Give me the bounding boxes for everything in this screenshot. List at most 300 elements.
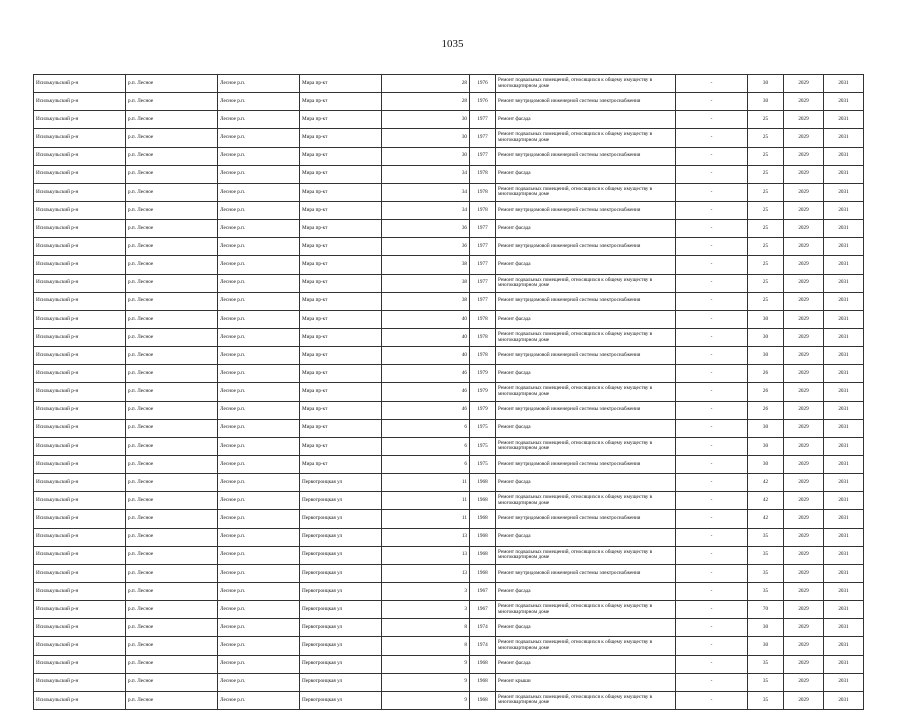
year-built-cell: 1968 — [470, 474, 496, 492]
table-row — [34, 564, 864, 582]
period-start-cell: 2029 — [784, 564, 824, 582]
street-cell: Мира пр-кт — [300, 111, 382, 129]
district-cell: Исилькульский р-н — [34, 220, 126, 238]
empty-value-cell: - — [676, 129, 748, 147]
period-start-cell: 2029 — [784, 347, 824, 365]
municipality-cell: Лесное р.п. — [218, 129, 300, 147]
house-number-cell: 36 — [382, 220, 470, 238]
work-type-cell: Ремонт фасада — [496, 419, 676, 437]
period-start-cell: 2029 — [784, 165, 824, 183]
work-type-cell: Ремонт подвальных помещений, относящихся к общему имуществу в многоквартирном доме — [496, 129, 676, 147]
period-start-cell: 2029 — [784, 601, 824, 619]
work-type-cell: Ремонт внутридомовой инженерной системы электроснабжения — [496, 401, 676, 419]
service-life-cell: 25 — [748, 165, 784, 183]
service-life-cell: 42 — [748, 492, 784, 510]
period-end-cell: 2031 — [824, 147, 864, 165]
work-type-cell: Ремонт подвальных помещений, относящихся к общему имуществу в многоквартирном доме — [496, 183, 676, 201]
district-cell: Исилькульский р-н — [34, 655, 126, 673]
house-number-cell: 13 — [382, 528, 470, 546]
service-life-cell: 70 — [748, 601, 784, 619]
empty-value-cell: - — [676, 455, 748, 473]
period-start-cell: 2029 — [784, 328, 824, 346]
municipality-cell: Лесное р.п. — [218, 256, 300, 274]
year-built-cell: 1968 — [470, 546, 496, 564]
district-cell: Исилькульский р-н — [34, 637, 126, 655]
year-built-cell: 1977 — [470, 292, 496, 310]
settlement-cell: р.п. Лесное — [126, 401, 218, 419]
work-type-cell: Ремонт фасада — [496, 256, 676, 274]
table-row — [34, 201, 864, 219]
period-end-cell: 2031 — [824, 274, 864, 292]
municipality-cell: Лесное р.п. — [218, 619, 300, 637]
settlement-cell: р.п. Лесное — [126, 564, 218, 582]
table-row — [34, 292, 864, 310]
district-cell: Исилькульский р-н — [34, 256, 126, 274]
work-type-cell: Ремонт подвальных помещений, относящихся к общему имуществу в многоквартирном доме — [496, 75, 676, 93]
table-row — [34, 147, 864, 165]
period-end-cell: 2031 — [824, 619, 864, 637]
service-life-cell: 25 — [748, 147, 784, 165]
service-life-cell: 35 — [748, 582, 784, 600]
table-row — [34, 328, 864, 346]
municipality-cell: Лесное р.п. — [218, 510, 300, 528]
work-type-cell: Ремонт внутридомовой инженерной системы электроснабжения — [496, 455, 676, 473]
settlement-cell: р.п. Лесное — [126, 347, 218, 365]
house-number-cell: 30 — [382, 129, 470, 147]
service-life-cell: 35 — [748, 655, 784, 673]
work-type-cell: Ремонт подвальных помещений, относящихся к общему имуществу в многоквартирном доме — [496, 383, 676, 401]
page-number: 1035 — [441, 38, 464, 50]
district-cell: Исилькульский р-н — [34, 165, 126, 183]
empty-value-cell: - — [676, 147, 748, 165]
settlement-cell: р.п. Лесное — [126, 673, 218, 691]
house-number-cell: 6 — [382, 437, 470, 455]
house-number-cell: 34 — [382, 165, 470, 183]
period-start-cell: 2029 — [784, 492, 824, 510]
house-number-cell: 40 — [382, 310, 470, 328]
period-end-cell: 2031 — [824, 201, 864, 219]
empty-value-cell: - — [676, 474, 748, 492]
period-start-cell: 2029 — [784, 292, 824, 310]
street-cell: Мира пр-кт — [300, 93, 382, 111]
municipality-cell: Лесное р.п. — [218, 93, 300, 111]
table-row — [34, 619, 864, 637]
empty-value-cell: - — [676, 510, 748, 528]
year-built-cell: 1976 — [470, 75, 496, 93]
street-cell: Мира пр-кт — [300, 383, 382, 401]
period-start-cell: 2029 — [784, 437, 824, 455]
empty-value-cell: - — [676, 383, 748, 401]
work-type-cell: Ремонт подвальных помещений, относящихся к общему имуществу в многоквартирном доме — [496, 274, 676, 292]
municipality-cell: Лесное р.п. — [218, 474, 300, 492]
period-end-cell: 2031 — [824, 365, 864, 383]
table-row — [34, 238, 864, 256]
municipality-cell: Лесное р.п. — [218, 492, 300, 510]
service-life-cell: 25 — [748, 238, 784, 256]
house-number-cell: 3 — [382, 582, 470, 600]
work-type-cell: Ремонт фасада — [496, 165, 676, 183]
district-cell: Исилькульский р-н — [34, 75, 126, 93]
house-number-cell: 6 — [382, 419, 470, 437]
period-end-cell: 2031 — [824, 637, 864, 655]
year-built-cell: 1979 — [470, 383, 496, 401]
district-cell: Исилькульский р-н — [34, 673, 126, 691]
year-built-cell: 1968 — [470, 673, 496, 691]
empty-value-cell: - — [676, 75, 748, 93]
empty-value-cell: - — [676, 183, 748, 201]
empty-value-cell: - — [676, 419, 748, 437]
period-start-cell: 2029 — [784, 637, 824, 655]
period-start-cell: 2029 — [784, 401, 824, 419]
empty-value-cell: - — [676, 673, 748, 691]
street-cell: Первотроицкая ул — [300, 546, 382, 564]
work-type-cell: Ремонт фасада — [496, 619, 676, 637]
empty-value-cell: - — [676, 220, 748, 238]
district-cell: Исилькульский р-н — [34, 238, 126, 256]
period-end-cell: 2031 — [824, 655, 864, 673]
empty-value-cell: - — [676, 546, 748, 564]
service-life-cell: 30 — [748, 437, 784, 455]
house-number-cell: 9 — [382, 691, 470, 709]
period-start-cell: 2029 — [784, 546, 824, 564]
table-row — [34, 274, 864, 292]
work-type-cell: Ремонт подвальных помещений, относящихся к общему имуществу в многоквартирном доме — [496, 637, 676, 655]
street-cell: Мира пр-кт — [300, 401, 382, 419]
settlement-cell: р.п. Лесное — [126, 492, 218, 510]
service-life-cell: 25 — [748, 129, 784, 147]
street-cell: Мира пр-кт — [300, 347, 382, 365]
district-cell: Исилькульский р-н — [34, 383, 126, 401]
service-life-cell: 26 — [748, 383, 784, 401]
district-cell: Исилькульский р-н — [34, 546, 126, 564]
settlement-cell: р.п. Лесное — [126, 328, 218, 346]
year-built-cell: 1977 — [470, 147, 496, 165]
street-cell: Мира пр-кт — [300, 274, 382, 292]
work-type-cell: Ремонт внутридомовой инженерной системы электроснабжения — [496, 510, 676, 528]
period-start-cell: 2029 — [784, 93, 824, 111]
empty-value-cell: - — [676, 655, 748, 673]
table-row — [34, 546, 864, 564]
street-cell: Мира пр-кт — [300, 310, 382, 328]
service-life-cell: 25 — [748, 220, 784, 238]
service-life-cell: 30 — [748, 93, 784, 111]
settlement-cell: р.п. Лесное — [126, 292, 218, 310]
house-number-cell: 13 — [382, 564, 470, 582]
service-life-cell: 25 — [748, 183, 784, 201]
house-number-cell: 46 — [382, 383, 470, 401]
year-built-cell: 1968 — [470, 564, 496, 582]
empty-value-cell: - — [676, 310, 748, 328]
work-type-cell: Ремонт подвальных помещений, относящихся к общему имуществу в многоквартирном доме — [496, 546, 676, 564]
house-number-cell: 38 — [382, 256, 470, 274]
empty-value-cell: - — [676, 637, 748, 655]
street-cell: Первотроицкая ул — [300, 564, 382, 582]
period-end-cell: 2031 — [824, 292, 864, 310]
house-number-cell: 11 — [382, 510, 470, 528]
period-end-cell: 2031 — [824, 546, 864, 564]
municipality-cell: Лесное р.п. — [218, 183, 300, 201]
table-row — [34, 691, 864, 709]
work-type-cell: Ремонт фасада — [496, 582, 676, 600]
settlement-cell: р.п. Лесное — [126, 201, 218, 219]
period-start-cell: 2029 — [784, 510, 824, 528]
street-cell: Мира пр-кт — [300, 238, 382, 256]
table-row — [34, 256, 864, 274]
year-built-cell: 1968 — [470, 691, 496, 709]
empty-value-cell: - — [676, 328, 748, 346]
work-type-cell: Ремонт внутридомовой инженерной системы электроснабжения — [496, 292, 676, 310]
work-type-cell: Ремонт внутридомовой инженерной системы электроснабжения — [496, 238, 676, 256]
settlement-cell: р.п. Лесное — [126, 93, 218, 111]
district-cell: Исилькульский р-н — [34, 310, 126, 328]
street-cell: Первотроицкая ул — [300, 691, 382, 709]
settlement-cell: р.п. Лесное — [126, 365, 218, 383]
street-cell: Первотроицкая ул — [300, 582, 382, 600]
year-built-cell: 1978 — [470, 347, 496, 365]
table-row — [34, 455, 864, 473]
year-built-cell: 1968 — [470, 492, 496, 510]
municipality-cell: Лесное р.п. — [218, 437, 300, 455]
street-cell: Мира пр-кт — [300, 75, 382, 93]
municipality-cell: Лесное р.п. — [218, 528, 300, 546]
settlement-cell: р.п. Лесное — [126, 129, 218, 147]
year-built-cell: 1967 — [470, 582, 496, 600]
empty-value-cell: - — [676, 564, 748, 582]
period-start-cell: 2029 — [784, 238, 824, 256]
settlement-cell: р.п. Лесное — [126, 546, 218, 564]
period-start-cell: 2029 — [784, 455, 824, 473]
period-end-cell: 2031 — [824, 75, 864, 93]
year-built-cell: 1975 — [470, 437, 496, 455]
period-end-cell: 2031 — [824, 347, 864, 365]
street-cell: Мира пр-кт — [300, 328, 382, 346]
street-cell: Мира пр-кт — [300, 365, 382, 383]
district-cell: Исилькульский р-н — [34, 619, 126, 637]
house-number-cell: 11 — [382, 474, 470, 492]
street-cell: Первотроицкая ул — [300, 510, 382, 528]
table-row — [34, 220, 864, 238]
table-row — [34, 93, 864, 111]
table-row — [34, 183, 864, 201]
table-row — [34, 347, 864, 365]
table-body — [34, 75, 864, 710]
year-built-cell: 1977 — [470, 129, 496, 147]
street-cell: Первотроицкая ул — [300, 619, 382, 637]
work-type-cell: Ремонт фасада — [496, 220, 676, 238]
street-cell: Мира пр-кт — [300, 419, 382, 437]
municipality-cell: Лесное р.п. — [218, 111, 300, 129]
empty-value-cell: - — [676, 111, 748, 129]
work-type-cell: Ремонт фасада — [496, 111, 676, 129]
street-cell: Первотроицкая ул — [300, 474, 382, 492]
period-end-cell: 2031 — [824, 256, 864, 274]
service-life-cell: 30 — [748, 455, 784, 473]
period-start-cell: 2029 — [784, 256, 824, 274]
year-built-cell: 1975 — [470, 455, 496, 473]
table-row — [34, 310, 864, 328]
settlement-cell: р.п. Лесное — [126, 147, 218, 165]
period-end-cell: 2031 — [824, 111, 864, 129]
street-cell: Мира пр-кт — [300, 165, 382, 183]
year-built-cell: 1977 — [470, 111, 496, 129]
period-start-cell: 2029 — [784, 220, 824, 238]
settlement-cell: р.п. Лесное — [126, 510, 218, 528]
house-number-cell: 28 — [382, 75, 470, 93]
service-life-cell: 25 — [748, 256, 784, 274]
district-cell: Исилькульский р-н — [34, 691, 126, 709]
period-end-cell: 2031 — [824, 310, 864, 328]
settlement-cell: р.п. Лесное — [126, 256, 218, 274]
street-cell: Мира пр-кт — [300, 256, 382, 274]
work-type-cell: Ремонт внутридомовой инженерной системы электроснабжения — [496, 347, 676, 365]
municipality-cell: Лесное р.п. — [218, 673, 300, 691]
year-built-cell: 1978 — [470, 328, 496, 346]
empty-value-cell: - — [676, 292, 748, 310]
table-row — [34, 365, 864, 383]
settlement-cell: р.п. Лесное — [126, 220, 218, 238]
year-built-cell: 1979 — [470, 365, 496, 383]
period-start-cell: 2029 — [784, 619, 824, 637]
period-start-cell: 2029 — [784, 310, 824, 328]
district-cell: Исилькульский р-н — [34, 292, 126, 310]
settlement-cell: р.п. Лесное — [126, 455, 218, 473]
district-cell: Исилькульский р-н — [34, 347, 126, 365]
street-cell: Первотроицкая ул — [300, 637, 382, 655]
settlement-cell: р.п. Лесное — [126, 691, 218, 709]
district-cell: Исилькульский р-н — [34, 111, 126, 129]
settlement-cell: р.п. Лесное — [126, 183, 218, 201]
period-start-cell: 2029 — [784, 111, 824, 129]
settlement-cell: р.п. Лесное — [126, 238, 218, 256]
street-cell: Мира пр-кт — [300, 147, 382, 165]
period-start-cell: 2029 — [784, 183, 824, 201]
settlement-cell: р.п. Лесное — [126, 474, 218, 492]
district-cell: Исилькульский р-н — [34, 455, 126, 473]
table-row — [34, 673, 864, 691]
house-number-cell: 13 — [382, 546, 470, 564]
year-built-cell: 1968 — [470, 510, 496, 528]
settlement-cell: р.п. Лесное — [126, 655, 218, 673]
table-row — [34, 111, 864, 129]
district-cell: Исилькульский р-н — [34, 365, 126, 383]
table-row — [34, 655, 864, 673]
house-number-cell: 11 — [382, 492, 470, 510]
period-start-cell: 2029 — [784, 274, 824, 292]
district-cell: Исилькульский р-н — [34, 601, 126, 619]
municipality-cell: Лесное р.п. — [218, 637, 300, 655]
year-built-cell: 1975 — [470, 419, 496, 437]
district-cell: Исилькульский р-н — [34, 183, 126, 201]
period-end-cell: 2031 — [824, 601, 864, 619]
empty-value-cell: - — [676, 691, 748, 709]
street-cell: Первотроицкая ул — [300, 655, 382, 673]
work-type-cell: Ремонт подвальных помещений, относящихся к общему имуществу в многоквартирном доме — [496, 601, 676, 619]
municipality-cell: Лесное р.п. — [218, 347, 300, 365]
service-life-cell: 35 — [748, 564, 784, 582]
period-start-cell: 2029 — [784, 655, 824, 673]
street-cell: Мира пр-кт — [300, 201, 382, 219]
settlement-cell: р.п. Лесное — [126, 619, 218, 637]
street-cell: Первотроицкая ул — [300, 673, 382, 691]
service-life-cell: 26 — [748, 365, 784, 383]
municipality-cell: Лесное р.п. — [218, 383, 300, 401]
service-life-cell: 30 — [748, 619, 784, 637]
municipality-cell: Лесное р.п. — [218, 274, 300, 292]
house-number-cell: 40 — [382, 328, 470, 346]
service-life-cell: 30 — [748, 419, 784, 437]
period-end-cell: 2031 — [824, 673, 864, 691]
district-cell: Исилькульский р-н — [34, 510, 126, 528]
period-start-cell: 2029 — [784, 528, 824, 546]
period-start-cell: 2029 — [784, 383, 824, 401]
settlement-cell: р.п. Лесное — [126, 601, 218, 619]
year-built-cell: 1977 — [470, 256, 496, 274]
municipality-cell: Лесное р.п. — [218, 564, 300, 582]
street-cell: Мира пр-кт — [300, 437, 382, 455]
service-life-cell: 30 — [748, 637, 784, 655]
house-number-cell: 9 — [382, 655, 470, 673]
service-life-cell: 26 — [748, 401, 784, 419]
service-life-cell: 30 — [748, 347, 784, 365]
empty-value-cell: - — [676, 437, 748, 455]
empty-value-cell: - — [676, 619, 748, 637]
table-row — [34, 401, 864, 419]
period-start-cell: 2029 — [784, 419, 824, 437]
period-end-cell: 2031 — [824, 419, 864, 437]
period-end-cell: 2031 — [824, 93, 864, 111]
year-built-cell: 1974 — [470, 637, 496, 655]
district-cell: Исилькульский р-н — [34, 93, 126, 111]
table-row — [34, 75, 864, 93]
district-cell: Исилькульский р-н — [34, 201, 126, 219]
district-cell: Исилькульский р-н — [34, 147, 126, 165]
house-number-cell: 34 — [382, 183, 470, 201]
work-type-cell: Ремонт внутридомовой инженерной системы электроснабжения — [496, 93, 676, 111]
period-end-cell: 2031 — [824, 383, 864, 401]
empty-value-cell: - — [676, 274, 748, 292]
table-row — [34, 129, 864, 147]
house-number-cell: 38 — [382, 292, 470, 310]
district-cell: Исилькульский р-н — [34, 492, 126, 510]
service-life-cell: 35 — [748, 528, 784, 546]
empty-value-cell: - — [676, 582, 748, 600]
municipality-cell: Лесное р.п. — [218, 165, 300, 183]
district-cell: Исилькульский р-н — [34, 401, 126, 419]
empty-value-cell: - — [676, 601, 748, 619]
settlement-cell: р.п. Лесное — [126, 75, 218, 93]
district-cell: Исилькульский р-н — [34, 437, 126, 455]
period-start-cell: 2029 — [784, 365, 824, 383]
municipality-cell: Лесное р.п. — [218, 419, 300, 437]
municipality-cell: Лесное р.п. — [218, 455, 300, 473]
settlement-cell: р.п. Лесное — [126, 383, 218, 401]
year-built-cell: 1976 — [470, 93, 496, 111]
district-cell: Исилькульский р-н — [34, 129, 126, 147]
settlement-cell: р.п. Лесное — [126, 165, 218, 183]
municipality-cell: Лесное р.п. — [218, 328, 300, 346]
period-end-cell: 2031 — [824, 564, 864, 582]
period-end-cell: 2031 — [824, 510, 864, 528]
settlement-cell: р.п. Лесное — [126, 419, 218, 437]
service-life-cell: 25 — [748, 274, 784, 292]
work-type-cell: Ремонт подвальных помещений, относящихся к общему имуществу в многоквартирном доме — [496, 492, 676, 510]
house-number-cell: 30 — [382, 111, 470, 129]
empty-value-cell: - — [676, 93, 748, 111]
house-number-cell: 34 — [382, 201, 470, 219]
street-cell: Мира пр-кт — [300, 129, 382, 147]
settlement-cell: р.п. Лесное — [126, 274, 218, 292]
year-built-cell: 1968 — [470, 528, 496, 546]
